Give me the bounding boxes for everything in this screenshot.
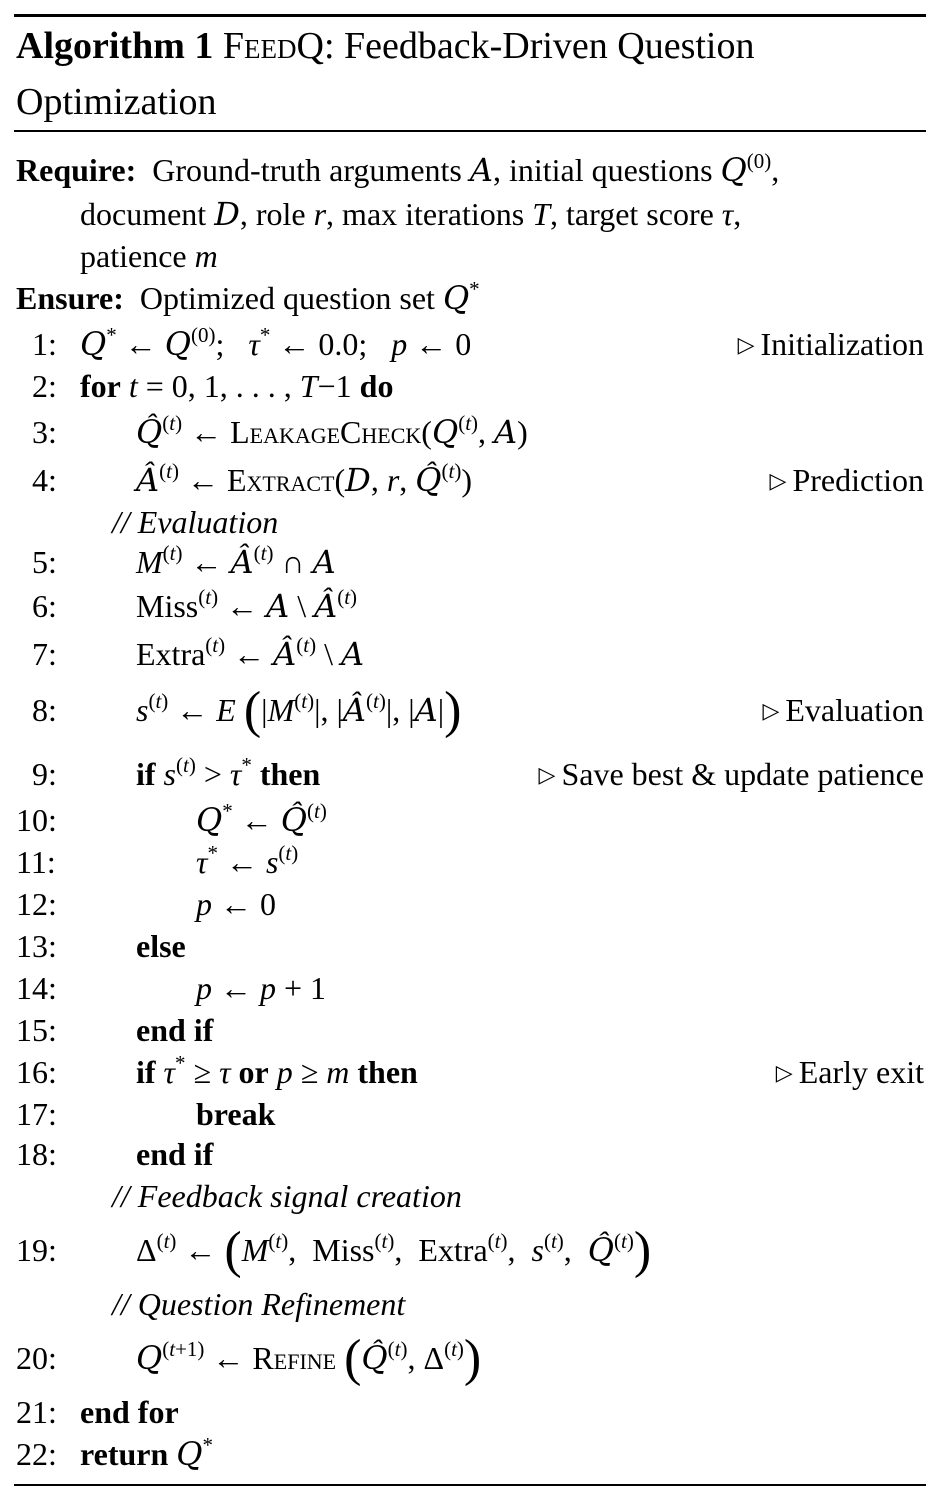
- require-line-3: patience m: [80, 238, 218, 274]
- line-number: 22:: [16, 1436, 57, 1472]
- keyword-end-if: end if: [136, 1012, 214, 1048]
- algorithm-subtitle-1: : Feedback-Driven Question: [323, 25, 755, 67]
- require-text-b: , initial questions: [492, 152, 713, 188]
- line-number: 11:: [16, 844, 56, 880]
- line-number: 12:: [16, 886, 57, 922]
- line-number: 16:: [16, 1054, 57, 1090]
- comment-early-exit: Early exit: [798, 1054, 924, 1090]
- line-number: 19:: [16, 1232, 57, 1268]
- line-number: 5:: [32, 544, 57, 580]
- require-text-c: document: [80, 196, 207, 232]
- algorithm-subtitle-2: Optimization: [16, 81, 217, 123]
- comment-initialization: Initialization: [760, 326, 924, 362]
- line-number: 21:: [16, 1394, 57, 1430]
- line-number: 2:: [32, 368, 57, 404]
- top-rule: [14, 14, 926, 17]
- line-number: 18:: [16, 1136, 57, 1172]
- ensure-line: Ensure: Optimized question set Q*: [16, 277, 480, 317]
- fn-miss: Miss: [312, 1232, 375, 1268]
- algorithm-label: Algorithm 1: [16, 25, 214, 67]
- line-number: 4:: [32, 462, 57, 498]
- algorithm-title: [16, 18, 926, 130]
- require-text-d: , role: [239, 196, 306, 232]
- line-number: 20:: [16, 1340, 57, 1376]
- keyword-then: then: [357, 1054, 418, 1090]
- comment-prediction: Prediction: [792, 462, 924, 498]
- fn-leakage-check: LeakageCheck: [230, 414, 422, 450]
- line-number: 7:: [32, 636, 57, 672]
- bottom-rule: [14, 1484, 926, 1486]
- fn-extra: Extra: [418, 1232, 488, 1268]
- keyword-if: if: [136, 756, 156, 792]
- keyword-else: else: [136, 928, 186, 964]
- line-number: 15:: [16, 1012, 57, 1048]
- keyword-if: if: [136, 1054, 156, 1090]
- comment-evaluation: Evaluation: [785, 692, 924, 728]
- require-line: Require: Ground-truth arguments A, initial questions $Q^{(0)}$,: [16, 149, 780, 189]
- comment-triangle-icon: ▷: [737, 332, 755, 357]
- ensure-label: Ensure:: [16, 280, 124, 316]
- line-number: 6:: [32, 588, 57, 624]
- keyword-end-for: end for: [80, 1394, 179, 1430]
- comment-save-best: Save best & update patience: [561, 756, 924, 792]
- require-text-e: , max iterations: [326, 196, 525, 232]
- fn-refine: Refine: [252, 1340, 337, 1376]
- require-text-a: Ground-truth arguments: [152, 152, 462, 188]
- keyword-for: for: [80, 368, 121, 404]
- keyword-end-if: end if: [136, 1136, 214, 1172]
- line-number: 10:: [16, 802, 57, 838]
- line-number: 17:: [16, 1096, 57, 1132]
- ensure-text: Optimized question set: [139, 280, 435, 316]
- comment-triangle-icon: ▷: [762, 698, 780, 723]
- keyword-do: do: [359, 368, 394, 404]
- comment-triangle-icon: ▷: [769, 468, 787, 493]
- line-number: 3:: [32, 414, 57, 450]
- line-number: 14:: [16, 970, 57, 1006]
- comment-triangle-icon: ▷: [538, 762, 556, 787]
- title-rule: [14, 130, 926, 132]
- fn-extra: Extra: [136, 636, 206, 672]
- require-text-g: patience: [80, 238, 187, 274]
- keyword-or: or: [238, 1054, 269, 1090]
- require-text-f: , target score: [550, 196, 714, 232]
- line-number: 8:: [32, 692, 57, 728]
- algorithm-name: FeedQ: [222, 25, 324, 67]
- keyword-break: break: [196, 1096, 276, 1132]
- fn-miss: Miss: [136, 588, 199, 624]
- line-number: 1:: [32, 326, 57, 362]
- require-label: Require:: [16, 152, 137, 188]
- fn-extract: Extract: [226, 462, 335, 498]
- keyword-return: return: [80, 1436, 169, 1472]
- keyword-then: then: [259, 756, 321, 792]
- line-number: 9:: [32, 756, 57, 792]
- require-line-2: document D, role r, max iterations T, target score τ,: [80, 195, 742, 233]
- line-number: 13:: [16, 928, 57, 964]
- comment-triangle-icon: ▷: [775, 1060, 793, 1085]
